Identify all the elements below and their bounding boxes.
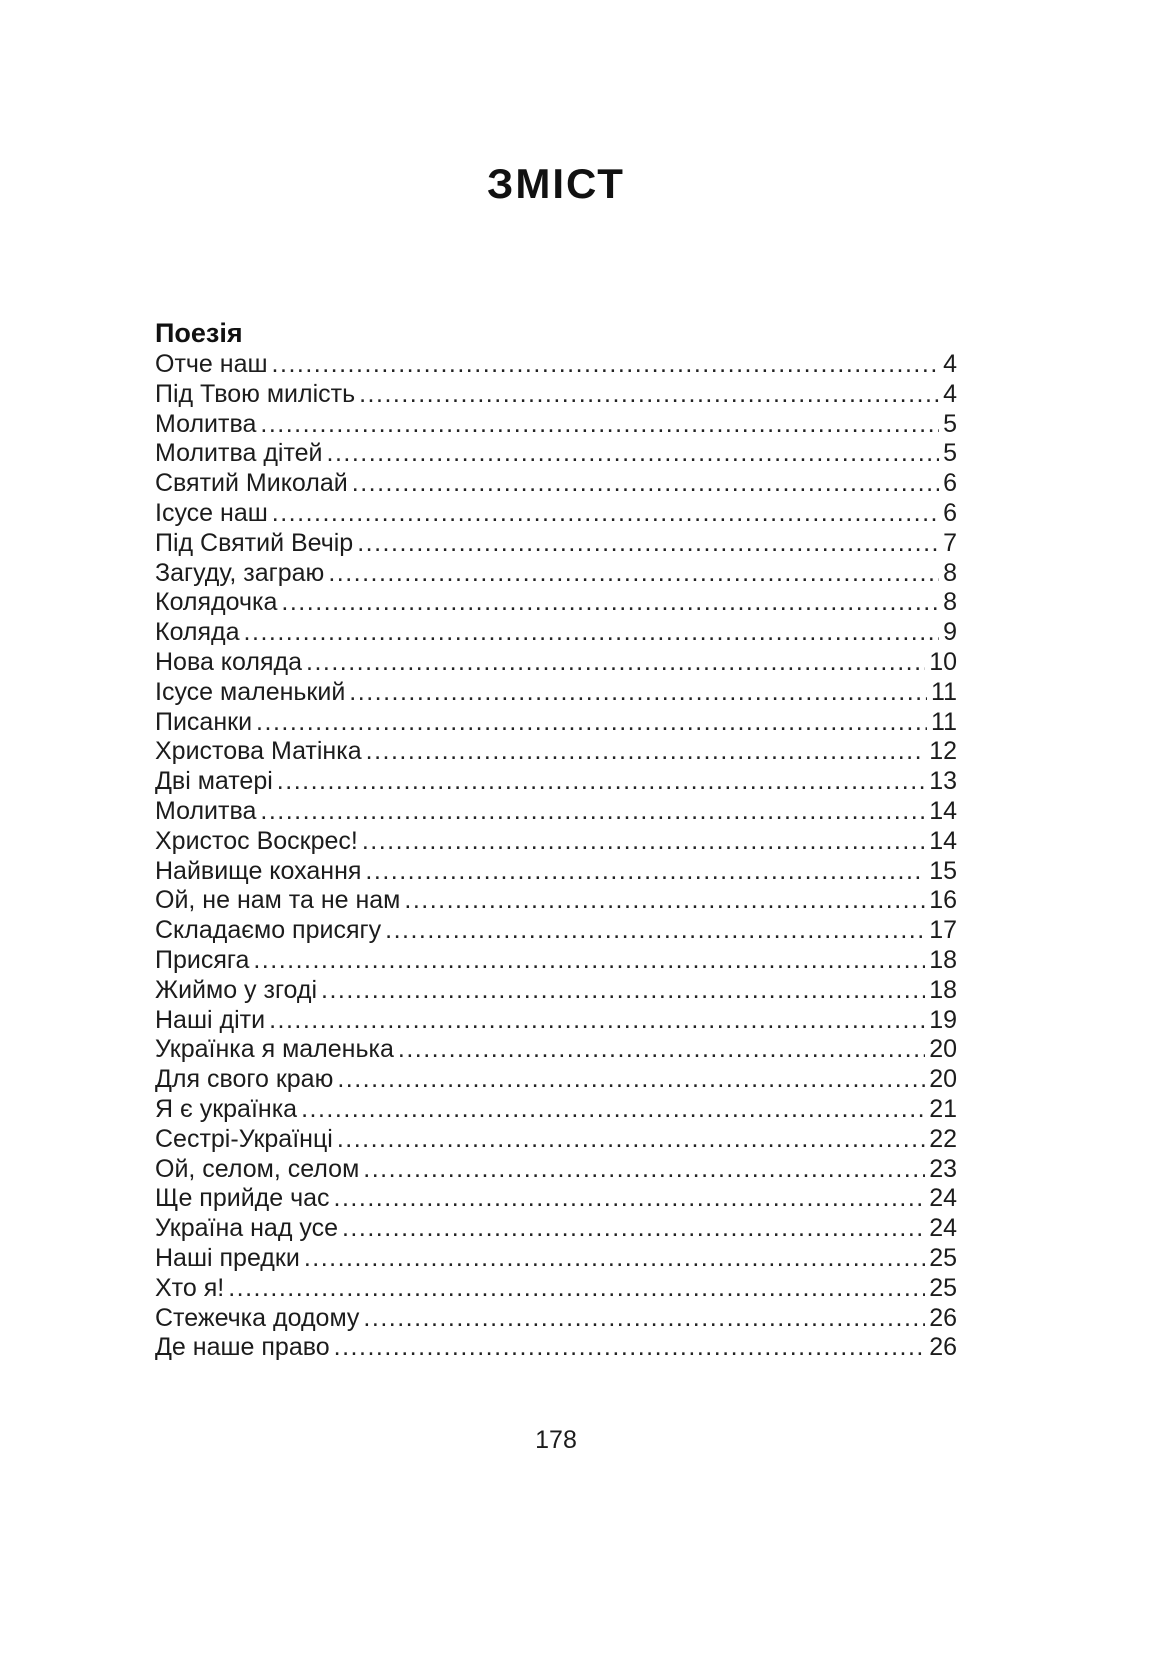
toc-entry-page: 8 xyxy=(943,558,957,587)
toc-entry xyxy=(155,1304,957,1334)
toc-entry xyxy=(155,857,957,887)
toc-entry xyxy=(155,1065,957,1095)
toc-dot-leader xyxy=(398,1035,925,1065)
toc-entry xyxy=(155,350,957,380)
toc-entry-page: 22 xyxy=(929,1124,957,1153)
toc-dot-leader xyxy=(357,529,939,559)
toc-dot-leader xyxy=(281,588,939,618)
toc-entry xyxy=(155,410,957,440)
toc-dot-leader xyxy=(256,708,927,738)
toc-entry-title: Колядочка xyxy=(155,588,278,617)
toc-entry-title: Нова коляда xyxy=(155,647,302,676)
toc-entry-title: Складаємо присягу xyxy=(155,916,382,945)
toc-entry-title: Писанки xyxy=(155,707,253,736)
toc-entry-title: Українка я маленька xyxy=(155,1035,394,1064)
table-of-contents xyxy=(155,316,957,1363)
toc-entry xyxy=(155,1006,957,1036)
toc-dot-leader xyxy=(352,469,939,499)
toc-entry-page: 4 xyxy=(943,379,957,408)
toc-entry xyxy=(155,529,957,559)
toc-dot-leader xyxy=(304,1244,925,1274)
toc-dot-leader xyxy=(363,1155,925,1185)
toc-entry xyxy=(155,499,957,529)
toc-entry xyxy=(155,469,957,499)
toc-dot-leader xyxy=(260,797,925,827)
toc-entry-page: 25 xyxy=(929,1273,957,1302)
toc-entry-page: 26 xyxy=(929,1333,957,1362)
toc-entry-title: Під Твою милість xyxy=(155,379,356,408)
toc-entry-title: Ой, не нам та не нам xyxy=(155,886,401,915)
toc-entry-page: 24 xyxy=(929,1214,957,1243)
toc-entry-page: 5 xyxy=(943,409,957,438)
toc-entry xyxy=(155,588,957,618)
toc-dot-leader xyxy=(363,1304,925,1334)
toc-entry xyxy=(155,767,957,797)
toc-entry xyxy=(155,439,957,469)
toc-entry-title: Ще прийде час xyxy=(155,1184,330,1213)
toc-entry xyxy=(155,976,957,1006)
toc-entry-page: 15 xyxy=(929,856,957,885)
toc-entry-title: Ісусе маленький xyxy=(155,677,346,706)
toc-entry-page: 5 xyxy=(943,439,957,468)
toc-entry-title: Молитва xyxy=(155,796,257,825)
toc-entry-page: 7 xyxy=(943,528,957,557)
toc-entry-title: Присяга xyxy=(155,945,250,974)
toc-entry-page: 10 xyxy=(929,647,957,676)
toc-entry-title: Загуду, заграю xyxy=(155,558,325,587)
toc-entry xyxy=(155,708,957,738)
toc-entry xyxy=(155,678,957,708)
toc-entry-list xyxy=(155,350,957,1363)
toc-entry-title: Отче наш xyxy=(155,350,268,378)
toc-dot-leader xyxy=(349,678,927,708)
toc-entry xyxy=(155,380,957,410)
toc-entry xyxy=(155,1274,957,1304)
toc-entry xyxy=(155,1214,957,1244)
toc-dot-leader xyxy=(359,380,939,410)
toc-entry xyxy=(155,1333,957,1363)
toc-dot-leader xyxy=(228,1274,925,1304)
toc-entry-page: 8 xyxy=(943,588,957,617)
toc-dot-leader xyxy=(404,886,925,916)
toc-entry-page: 18 xyxy=(929,975,957,1004)
toc-entry-title: Коляда xyxy=(155,618,240,647)
toc-entry-page: 16 xyxy=(929,886,957,915)
toc-entry-page: 25 xyxy=(929,1243,957,1272)
toc-entry xyxy=(155,946,957,976)
toc-dot-leader xyxy=(272,350,940,380)
toc-entry-title: Христова Матінка xyxy=(155,737,362,766)
page-title: ЗМІСТ xyxy=(487,160,625,207)
toc-entry-page: 24 xyxy=(929,1184,957,1213)
toc-entry xyxy=(155,737,957,767)
toc-entry-title: Хто я! xyxy=(155,1273,225,1302)
toc-entry-title: Найвище кохання xyxy=(155,856,362,885)
toc-entry xyxy=(155,1244,957,1274)
toc-entry-title: Ой, селом, селом xyxy=(155,1154,360,1183)
toc-dot-leader xyxy=(272,499,939,529)
footer-page-number: 178 xyxy=(535,1426,577,1454)
toc-entry-title: Де наше право xyxy=(155,1333,330,1362)
toc-entry xyxy=(155,916,957,946)
toc-entry xyxy=(155,1155,957,1185)
toc-dot-leader xyxy=(277,767,925,797)
toc-entry-page: 6 xyxy=(943,498,957,527)
toc-entry xyxy=(155,797,957,827)
toc-entry-page: 26 xyxy=(929,1303,957,1332)
toc-dot-leader xyxy=(337,1065,925,1095)
toc-entry-title: Дві матері xyxy=(155,767,273,796)
toc-entry xyxy=(155,1095,957,1125)
toc-entry xyxy=(155,827,957,857)
section-heading: Поезія xyxy=(155,318,243,348)
toc-entry-title: Для свого краю xyxy=(155,1065,334,1094)
toc-dot-leader xyxy=(321,976,925,1006)
toc-entry-page: 4 xyxy=(943,350,957,378)
toc-entry-title: Молитва xyxy=(155,409,257,438)
toc-entry-title: Молитва дітей xyxy=(155,439,323,468)
toc-entry-page: 19 xyxy=(929,1005,957,1034)
toc-dot-leader xyxy=(253,946,925,976)
toc-dot-leader xyxy=(327,439,940,469)
toc-dot-leader xyxy=(342,1214,925,1244)
toc-dot-leader xyxy=(328,559,939,589)
toc-entry-title: Жиймо у згоді xyxy=(155,975,318,1004)
toc-entry xyxy=(155,648,957,678)
toc-entry xyxy=(155,1125,957,1155)
toc-dot-leader xyxy=(306,648,925,678)
toc-entry-page: 11 xyxy=(931,707,957,736)
toc-entry xyxy=(155,1035,957,1065)
toc-entry-page: 18 xyxy=(929,945,957,974)
toc-dot-leader xyxy=(334,1184,926,1214)
toc-entry-page: 20 xyxy=(929,1065,957,1094)
toc-dot-leader xyxy=(301,1095,925,1125)
toc-entry xyxy=(155,886,957,916)
toc-entry-page: 11 xyxy=(931,677,957,706)
toc-entry-title: Сестрі-Українці xyxy=(155,1124,333,1153)
toc-entry-page: 14 xyxy=(929,826,957,855)
toc-dot-leader xyxy=(260,410,939,440)
toc-entry-page: 14 xyxy=(929,796,957,825)
toc-entry xyxy=(155,1184,957,1214)
toc-entry-title: Христос Воскрес! xyxy=(155,826,358,855)
toc-entry-title: Наші предки xyxy=(155,1243,300,1272)
toc-entry-page: 9 xyxy=(943,618,957,647)
toc-dot-leader xyxy=(385,916,925,946)
toc-entry-page: 20 xyxy=(929,1035,957,1064)
toc-entry-title: Стежечка додому xyxy=(155,1303,360,1332)
toc-entry-page: 6 xyxy=(943,469,957,498)
toc-entry-page: 17 xyxy=(929,916,957,945)
toc-entry-page: 23 xyxy=(929,1154,957,1183)
toc-dot-leader xyxy=(365,857,925,887)
toc-entry-title: Наші діти xyxy=(155,1005,266,1034)
toc-entry-title: Ісусе наш xyxy=(155,498,268,527)
toc-dot-leader xyxy=(244,618,940,648)
toc-dot-leader xyxy=(334,1333,926,1363)
toc-dot-leader xyxy=(337,1125,925,1155)
toc-dot-leader xyxy=(269,1006,925,1036)
toc-entry-page: 13 xyxy=(929,767,957,796)
toc-entry-title: Під Святий Вечір xyxy=(155,528,354,557)
toc-dot-leader xyxy=(362,827,925,857)
toc-entry xyxy=(155,618,957,648)
toc-entry-page: 21 xyxy=(929,1094,957,1123)
toc-dot-leader xyxy=(366,737,926,767)
toc-entry-title: Святий Миколай xyxy=(155,469,348,498)
toc-entry-page: 12 xyxy=(929,737,957,766)
toc-entry-title: Я є українка xyxy=(155,1094,298,1123)
toc-entry-title: Україна над усе xyxy=(155,1214,338,1243)
toc-entry xyxy=(155,559,957,589)
